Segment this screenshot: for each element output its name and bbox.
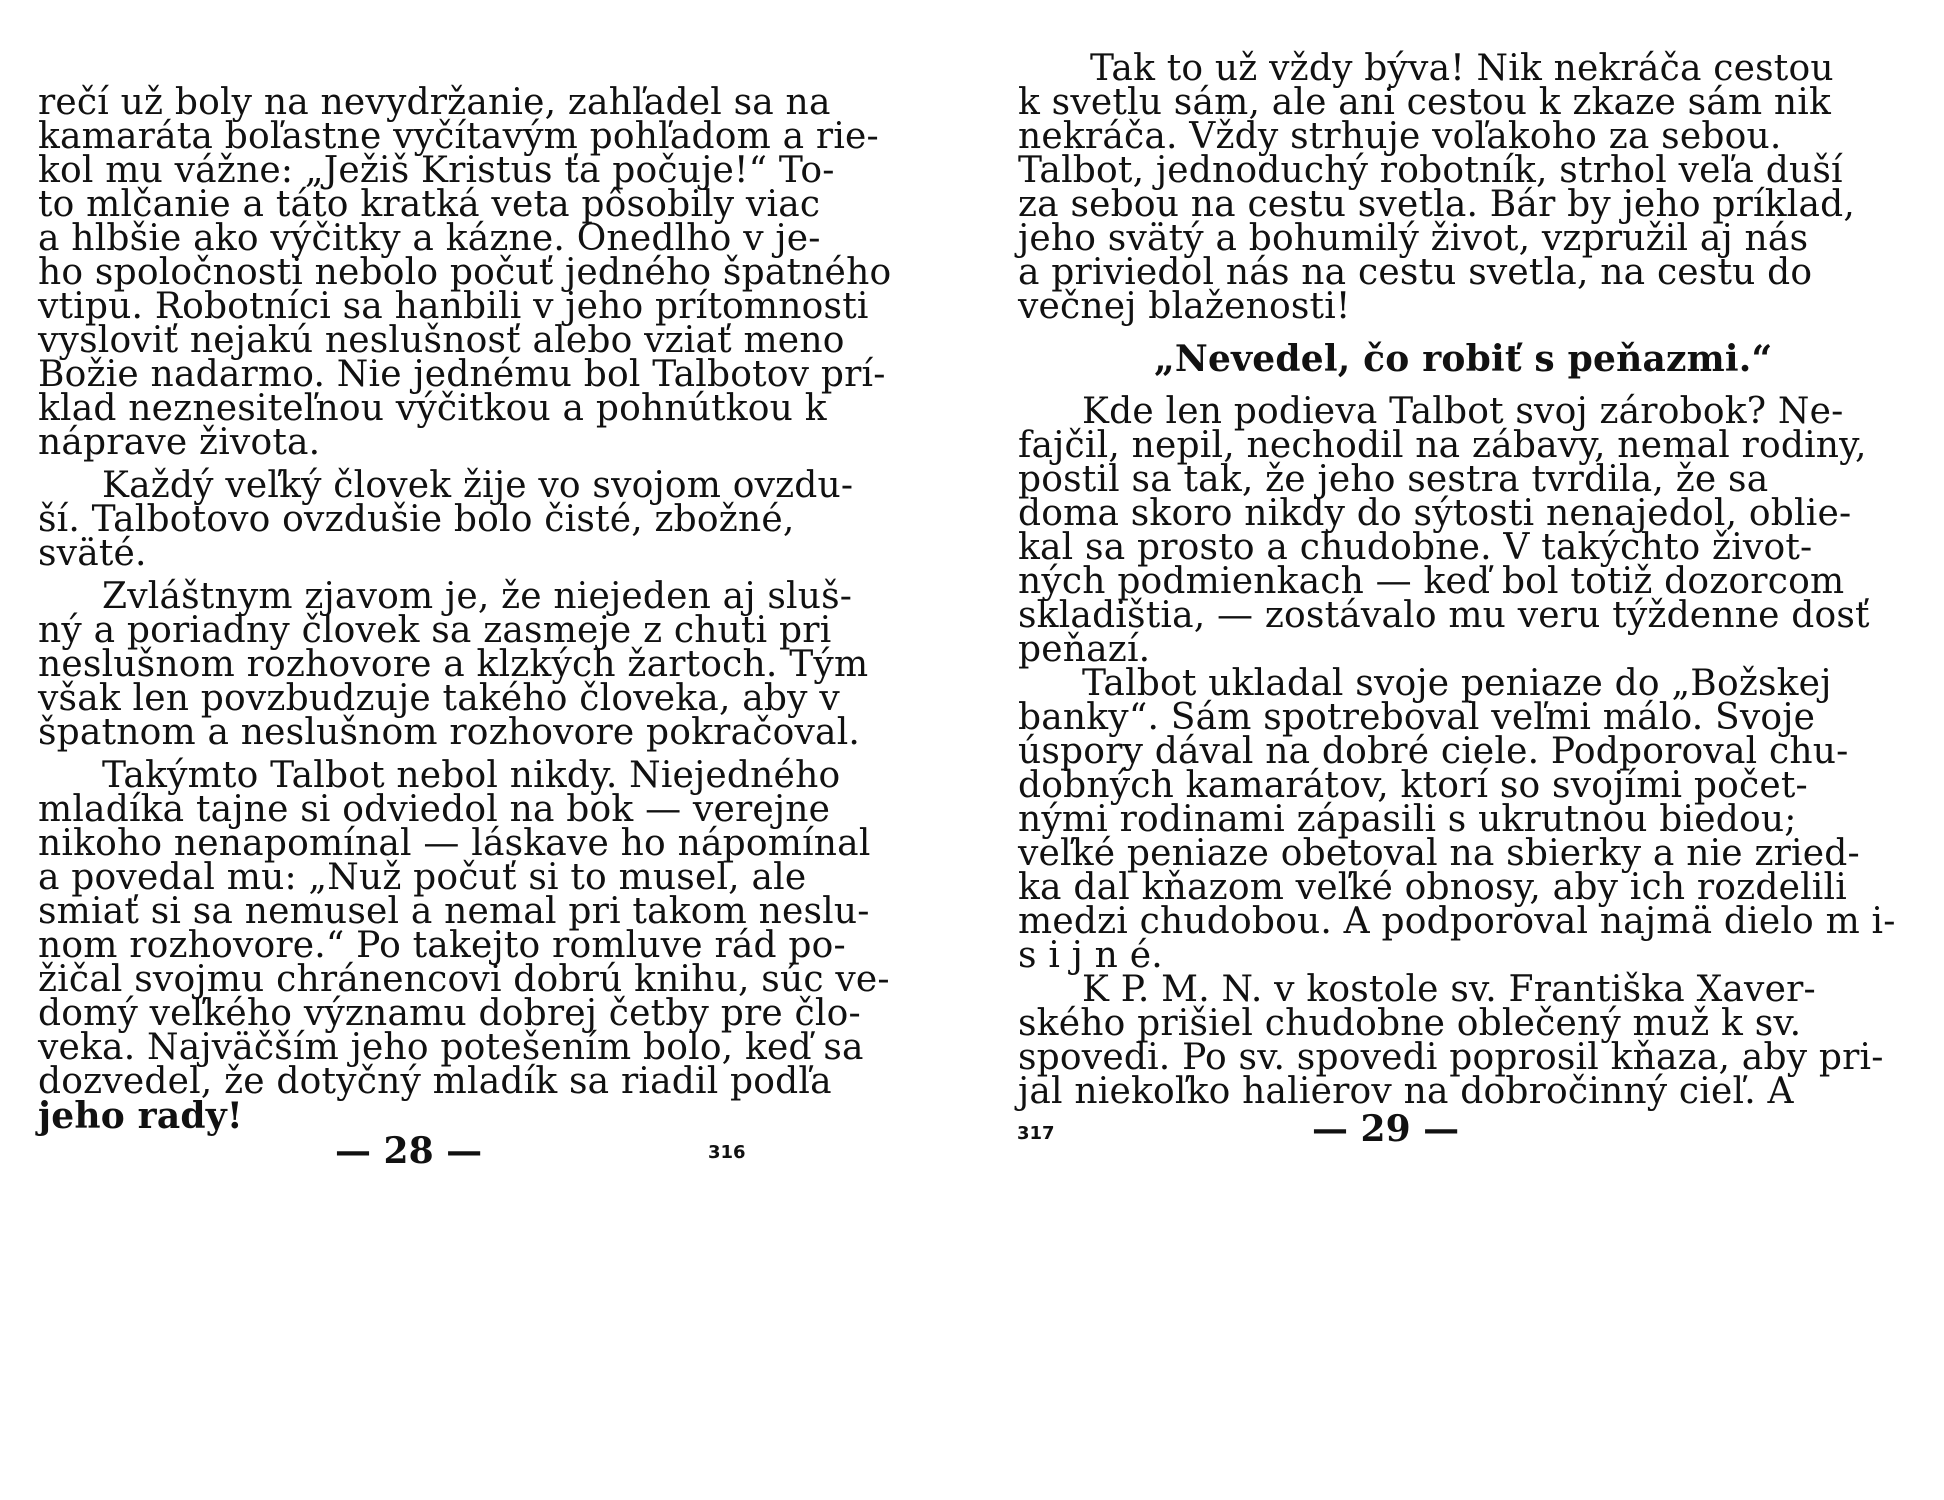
text-line: nikoho nenapomínal — láskave ho nápomínal (38, 823, 871, 864)
text-line: a hlbšie ako výčitky a kázne. Onedlho v je- (38, 218, 821, 259)
text-line: medzi chudobou. A podporoval najmä dielo m i- (1018, 901, 1896, 942)
text-line: ka dal kňazom veľké obnosy, aby ich rozdelili (1018, 867, 1847, 908)
text-line: Zvláštnym zjavom je, že niejeden aj sluš- (102, 576, 853, 617)
text-line: ší. Talbotovo ovzdušie bolo čisté, zbožné, (38, 499, 795, 540)
text-line: nými rodinami zápasili s ukrutnou biedou; (1018, 799, 1797, 840)
text-line: veka. Najväčším jeho potešením bolo, keď sa (38, 1027, 864, 1068)
text-line: vysloviť nejakú neslušnosť alebo vziať meno (38, 320, 845, 361)
text-line: kamaráta boľastne vyčítavým pohľadom a rie- (38, 116, 879, 157)
text-line: jeho svätý a bohumilý život, vzpružil aj nás (1018, 218, 1809, 259)
text-line: ského prišiel chudobne oblečený muž k sv. (1018, 1003, 1802, 1044)
text-line: ných podmienkach — keď bol totiž dozorcom (1018, 561, 1845, 602)
text-line: kol mu vážne: „Ježiš Kristus ťa počuje!“ To- (38, 150, 835, 191)
text-line: postil sa tak, že jeho sestra tvrdila, že sa (1018, 459, 1769, 500)
text-line: klad neznesiteľnou výčitkou a pohnútkou k (38, 388, 827, 429)
text-line: špatnom a neslušnom rozhovore pokračoval. (38, 712, 861, 753)
text-line: ný a poriadny človek sa zasmeje z chuti pri (38, 610, 832, 651)
text-line: K P. M. N. v kostole sv. Františka Xaver- (1082, 969, 1816, 1010)
text-line: doma skoro nikdy do sýtosti nenajedol, oblie- (1018, 493, 1852, 534)
text-line: vtipu. Robotníci sa hanbili v jeho prítomnosti (38, 286, 869, 327)
sheet-number: 316 (708, 1142, 746, 1163)
section-heading: „Nevedel, čo robiť s peňazmi.“ (1154, 338, 1773, 380)
text-line: Talbot ukladal svoje peniaze do „Božskej (1082, 663, 1832, 704)
text-line: jeho rady! (38, 1095, 243, 1137)
text-line: domý veľkého významu dobrej četby pre člo- (38, 993, 861, 1034)
text-line: ho spoločnosti nebolo počuť jedného špatného (38, 252, 892, 293)
sheet-number: 317 (1017, 1123, 1055, 1144)
text-line: spovedi. Po sv. spovedi poprosil kňaza, aby pri- (1018, 1037, 1884, 1078)
text-line: jal niekoľko halierov na dobročinný cieľ. A (1018, 1071, 1794, 1112)
text-line: nom rozhovore.“ Po takejto romluve rád po- (38, 925, 846, 966)
text-line: Kde len podieva Talbot svoj zárobok? Ne- (1082, 391, 1844, 432)
text-line: mladíka tajne si odviedol na bok — verejne (38, 789, 831, 830)
text-line: náprave života. (38, 422, 321, 463)
page-number: — 29 — (1312, 1108, 1460, 1150)
text-line: a priviedol nás na cestu svetla, na cestu do (1018, 252, 1813, 293)
text-line: peňazí. (1018, 629, 1151, 670)
text-line: nekráča. Vždy strhuje voľakoho za sebou. (1018, 116, 1782, 157)
text-line: dozvedel, že dotyčný mladík sa riadil podľa (38, 1061, 832, 1102)
text-line: s i j n é. (1018, 935, 1163, 976)
page-number: — 28 — (335, 1130, 483, 1172)
text-line: Každý veľký človek žije vo svojom ovzdu- (102, 465, 854, 506)
text-line: za sebou na cestu svetla. Bár by jeho príklad, (1018, 184, 1855, 225)
text-line: veľké peniaze obetoval na sbierky a nie zried- (1018, 833, 1860, 874)
text-line: Talbot, jednoduchý robotník, strhol veľa duší (1018, 150, 1843, 191)
text-line: rečí už boly na nevydržanie, zahľadel sa na (38, 82, 831, 123)
text-line: neslušnom rozhovore a klzkých žartoch. Tým (38, 644, 869, 685)
text-line: dobných kamarátov, ktorí so svojími počet- (1018, 765, 1808, 806)
text-line: a povedal mu: „Nuž počuť si to musel, ale (38, 857, 807, 898)
text-line: Božie nadarmo. Nie jednému bol Talbotov prí- (38, 354, 886, 395)
right-page (972, 0, 1944, 1500)
text-line: Takýmto Talbot nebol nikdy. Niejedného (102, 755, 841, 796)
text-line: kal sa prosto a chudobne. V takýchto život- (1018, 527, 1813, 568)
text-line: banky“. Sám spotreboval veľmi málo. Svoje (1018, 697, 1816, 738)
text-line: skladištia, — zostávalo mu veru týždenne dosť (1018, 595, 1870, 636)
text-line: sväté. (38, 533, 147, 574)
text-line: žičal svojmu chránencovi dobrú knihu, súc ve- (38, 959, 890, 1000)
text-line: úspory dával na dobré ciele. Podporoval chu- (1018, 731, 1849, 772)
text-line: fajčil, nepil, nechodil na zábavy, nemal rodiny, (1018, 425, 1867, 466)
text-line: večnej blaženosti! (1018, 286, 1351, 327)
text-line: Tak to už vždy býva! Nik nekráča cestou (1090, 48, 1834, 89)
text-line: k svetlu sám, ale ani cestou k zkaze sám nik (1018, 82, 1832, 123)
text-line: smiať si sa nemusel a nemal pri takom neslu- (38, 891, 870, 932)
text-line: to mlčanie a táto kratká veta pôsobily viac (38, 184, 821, 225)
text-line: však len povzbudzuje takého človeka, aby v (38, 678, 840, 719)
